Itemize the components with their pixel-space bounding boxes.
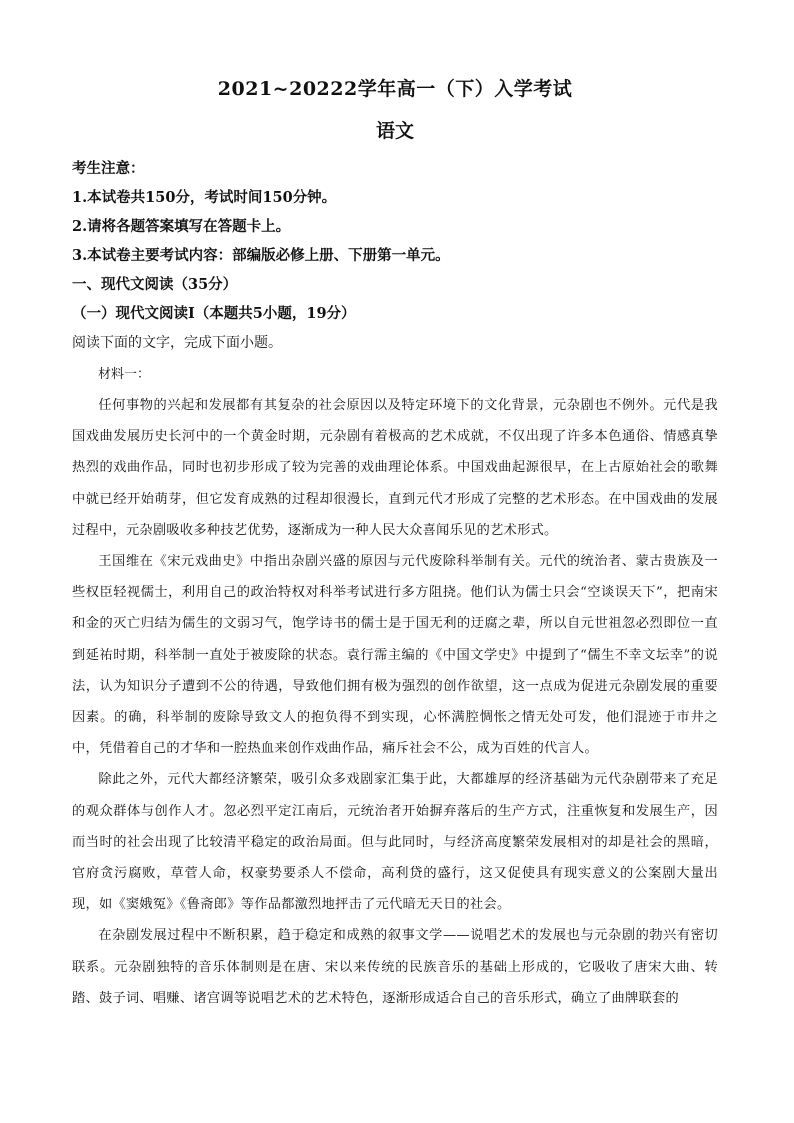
- material-paragraph: 王国维在《宋元戏曲史》中指出杂剧兴盛的原因与元代废除科举制有关。元代的统治者、蒙古贵族及一些权臣轻视儒士，利用自己的政治特权对科举考试进行多方阻挠。他们认为儒士只会“空谈误天下”，把南宋和金的灭亡归结为儒生的文弱习气，饱学诗书的儒士是于国无利的迂腐之辈，所以自元世祖忽必烈即位一直到延祐时期，科举制一直处于被废除的状态。袁行霈主编的《中国文学史》中提到了“儒生不幸文坛幸”的说法，认为知识分子遭到不公的待遇，导致他们拥有极为强烈的创作欲望，这一点成为促进元杂剧发展的重要因素。的确，科举制的废除导致文人的抱负得不到实现，心怀满腔惆怅之情无处可发，他们混迹于市井之中，凭借着自己的才华和一腔热血来创作戏曲作品，痛斥社会不公，成为百姓的代言人。: [72, 554, 718, 757]
- candidate-notice: [72, 154, 718, 270]
- material-label: 材料一：: [98, 367, 151, 382]
- notice-item: 2.请将各题答案填写在答题卡上。: [72, 218, 291, 235]
- material-paragraph: 除此之外，元代大都经济繁荣，吸引众多戏剧家汇集于此，大都雄厚的经济基础为元代杂剧带来了充足的观众群体与创作人才。忽必烈平定江南后，元统治者开始摒弃落后的生产方式，注重恢复和发展生产，因而当时的社会出现了比较清平稳定的政治局面。但与此同时，与经济高度繁荣发展相对的却是社会的黑暗，官府贪污腐败，草菅人命，权豪势要杀人不偿命，高利贷的盛行，这又促使具有现实意义的公案剧大量出现，如《窦娥冤》《鲁斋郎》等作品都激烈地抨击了元代暗无天日的社会。: [72, 772, 718, 913]
- notice-item: 1.本试卷共150分，考试时间150分钟。: [72, 189, 337, 206]
- material-paragraph: 在杂剧发展过程中不断积累，趋于稳定和成熟的叙事文学——说唱艺术的发展也与元杂剧的勃兴有密切联系。元杂剧独特的音乐体制则是在唐、宋以来传统的民族音乐的基础上形成的，它吸收了唐宋大曲、转踏、鼓子词、唱赚、诸宫调等说唱艺术的艺术特色，逐渐形成适合自己的音乐形式，确立了曲牌联套的: [72, 928, 718, 1006]
- material-paragraph: 任何事物的兴起和发展都有其复杂的社会原因以及特定环境下的文化背景，元杂剧也不例外。元代是我国戏曲发展历史长河中的一个黄金时期，元杂剧有着极高的艺术成就，不仅出现了许多本色通俗、情感真挚热烈的戏曲作品，同时也初步形成了较为完善的戏曲理论体系。中国戏曲起源很早，在上古原始社会的歌舞中就已经开始萌芽，但它发育成熟的过程却很漫长，直到元代才形成了完整的艺术形态。在中国戏曲的发展过程中，元杂剧吸收多种技艺优势，逐渐成为一种人民大众喜闻乐见的艺术形式。: [72, 398, 718, 538]
- notice-item: 3.本试卷主要考试内容：部编版必修上册、下册第一单元。: [72, 247, 450, 264]
- reading-instruction: 阅读下面的文字，完成下面小题。: [72, 335, 282, 351]
- exam-title: 2021~20222学年高一（下）入学考试: [217, 78, 573, 100]
- section-heading: 一、现代文阅读（35分）: [72, 276, 238, 293]
- exam-subject: 语文: [375, 120, 414, 142]
- notice-heading: 考生注意：: [72, 160, 145, 177]
- subsection-heading: （一）现代文阅读I（本题共5小题，19分）: [72, 305, 356, 322]
